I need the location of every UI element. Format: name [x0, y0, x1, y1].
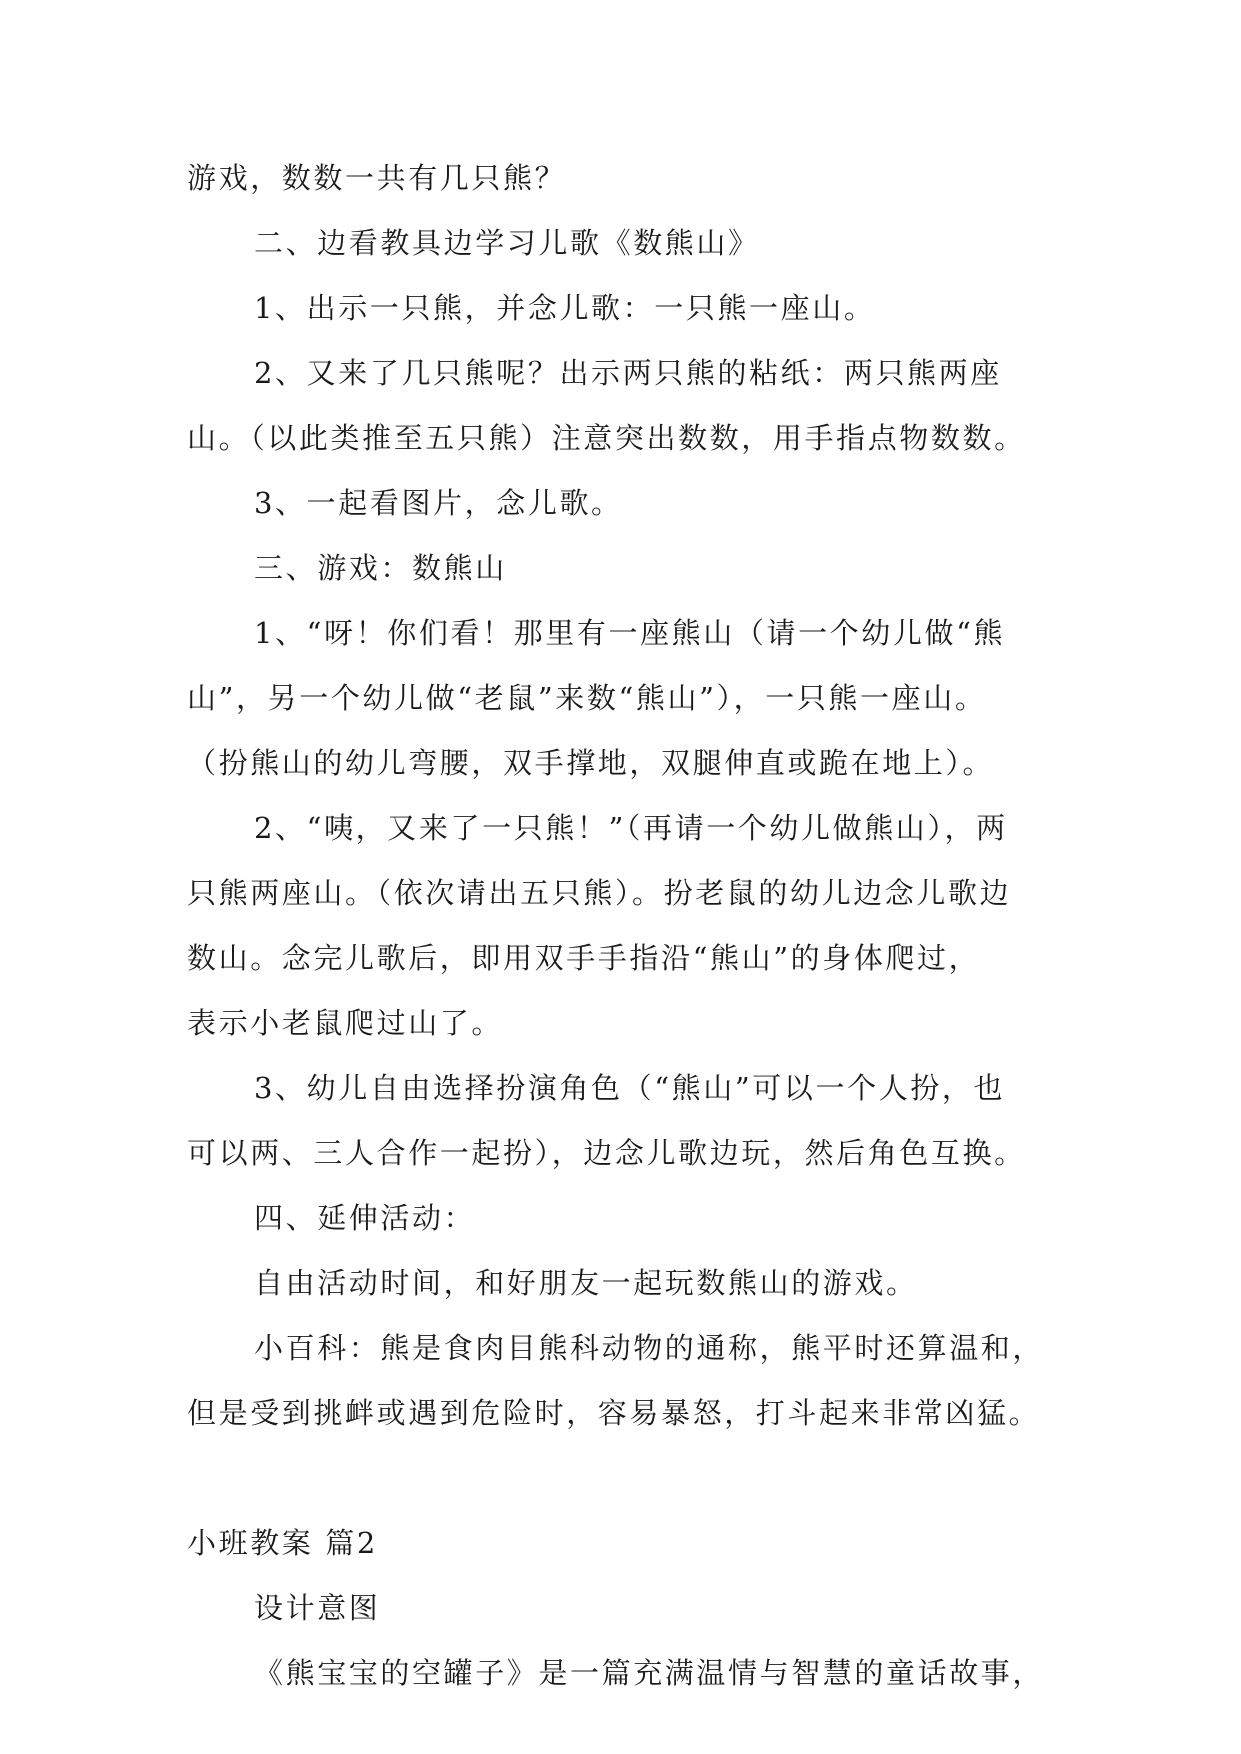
step-2-line-1: 2、又来了几只熊呢？出示两只熊的粘纸：两只熊两座: [254, 356, 1002, 390]
game-step-2-line-2: 只熊两座山。（依次请出五只熊）。扮老鼠的幼儿边念儿歌边: [187, 876, 1012, 910]
extension-activity: 自由活动时间，和好朋友一起玩数熊山的游戏。: [254, 1266, 918, 1300]
section-heading-3: 三、游戏：数熊山: [254, 551, 507, 585]
document-body: [187, 158, 1087, 1718]
encyclopedia-line-2: 但是受到挑衅或遇到危险时，容易暴怒，打斗起来非常凶猛。: [187, 1396, 1041, 1430]
section-spacer: [187, 1458, 1087, 1523]
step-1: 1、出示一只熊，并念儿歌：一只熊一座山。: [254, 291, 876, 325]
game-step-1-line-3: （扮熊山的幼儿弯腰，双手撑地，双腿伸直或跪在地上）。: [187, 746, 995, 780]
game-step-1-line-2: 山”，另一个幼儿做“老鼠”来数“熊山”），一只熊一座山。: [187, 681, 987, 715]
section-heading-4: 四、延伸活动：: [254, 1201, 476, 1235]
game-step-1-line-1: 1、“呀！你们看！那里有一座熊山（请一个幼儿做“熊: [254, 616, 1006, 650]
section-heading-2: 二、边看教具边学习儿歌《数熊山》: [254, 226, 760, 260]
step-2-line-2: 山。（以此类推至五只熊）注意突出数数，用手指点物数数。: [187, 421, 1026, 455]
design-intent-heading: 设计意图: [254, 1591, 381, 1625]
step-3: 3、一起看图片，念儿歌。: [254, 486, 623, 520]
lesson-plan-title: 小班教案 篇2: [187, 1526, 378, 1560]
design-intent-text: 《熊宝宝的空罐子》是一篇充满温情与智慧的童话故事，: [254, 1656, 1045, 1690]
game-step-3-line-2: 可以两、三人合作一起扮），边念儿歌边玩，然后角色互换。: [187, 1136, 1026, 1170]
game-step-2-line-4: 表示小老鼠爬过山了。: [187, 1006, 504, 1040]
game-step-3-line-1: 3、幼儿自由选择扮演角色（“熊山”可以一个人扮，也: [254, 1071, 1006, 1105]
encyclopedia-line-1: 小百科：熊是食肉目熊科动物的通称，熊平时还算温和，: [254, 1331, 1045, 1365]
game-step-2-line-1: 2、“咦，又来了一只熊！”（再请一个幼儿做熊山），两: [254, 811, 1008, 845]
paragraph-continuation: 游戏，数数一共有几只熊？: [187, 161, 567, 195]
game-step-2-line-3: 数山。念完儿歌后，即用双手手指沿“熊山”的身体爬过，: [187, 941, 981, 975]
